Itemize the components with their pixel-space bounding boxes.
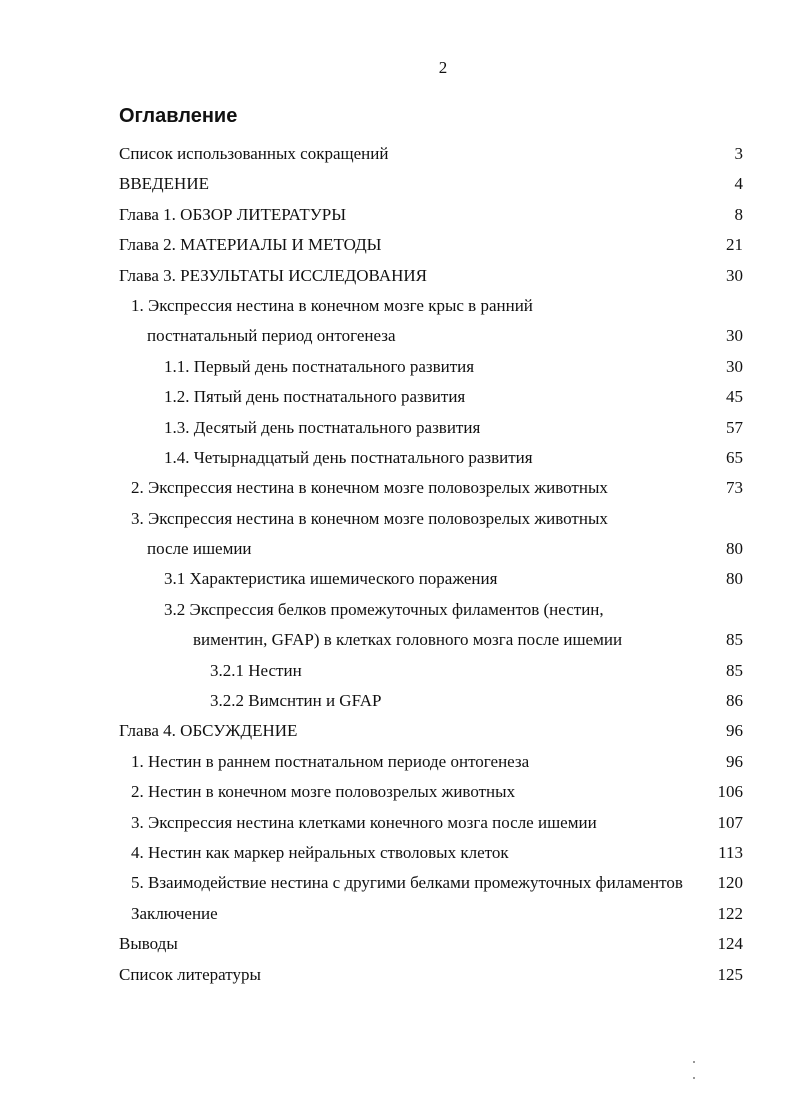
toc-entry-page: 86 <box>726 691 743 711</box>
toc-entry-text: 5. Взаимодействие нестина с другими белками промежуточных филаментов <box>131 873 683 893</box>
toc-entry-section-3-3 <box>0 504 794 534</box>
toc-entry-text: 1. Нестин в раннем постнатальном периоде онтогенеза <box>131 751 530 771</box>
toc-entry-subsection-3-2-continued <box>0 625 794 655</box>
toc-entry-introduction <box>0 169 794 199</box>
toc-entry-text: Выводы <box>119 934 178 954</box>
toc-entry-page: 45 <box>726 387 743 407</box>
page-number: 2 <box>438 58 448 77</box>
toc-entry-text: Список использованных сокращений <box>119 144 389 163</box>
toc-entry-text: 1.1. Первый день постнатального развития <box>164 356 475 376</box>
toc-entry-chapter-2 <box>0 230 794 260</box>
toc-entry-references <box>0 960 794 990</box>
toc-entry-text: 1.2. Пятый день постнатального развития <box>164 387 466 407</box>
toc-entry-subsection-3-1 <box>0 564 794 594</box>
toc-entry-text: 3.1 Характеристика ишемического поражения <box>164 569 498 589</box>
toc-entry-text: 1.3. Десятый день постнатального развития <box>164 417 481 437</box>
toc-entry-text: 4. Нестин как маркер нейральных стволовых клеток <box>131 842 509 862</box>
table-of-contents <box>0 139 794 990</box>
toc-entry-text: Список литературы <box>119 964 261 984</box>
scan-speck <box>693 1077 695 1079</box>
toc-entry-text: Глава 4. ОБСУЖДЕНИЕ <box>119 721 298 741</box>
toc-entry-page: 30 <box>726 265 743 285</box>
toc-entry-section-3-1 <box>0 291 794 321</box>
toc-entry-findings <box>0 929 794 959</box>
toc-entry-text: 3. Экспрессия нестина в конечном мозге половозрелых животных <box>131 508 608 528</box>
toc-entry-page: 122 <box>717 903 743 923</box>
toc-entry-page: 73 <box>726 478 743 498</box>
toc-entry-chapter-3 <box>0 261 794 291</box>
toc-entry-page: 125 <box>717 964 743 984</box>
toc-entry-page: 96 <box>726 751 743 771</box>
toc-entry-page: 124 <box>717 934 743 954</box>
toc-entry-page: 65 <box>726 447 743 467</box>
toc-entry-page: 113 <box>718 842 743 862</box>
toc-entry-page: 85 <box>726 630 743 650</box>
scan-speck <box>693 1061 695 1063</box>
toc-entry-section-3-2 <box>0 473 794 503</box>
toc-entry-text: Глава 2. МАТЕРИАЛЫ И МЕТОДЫ <box>119 235 382 255</box>
toc-entry-section-3-3-continued <box>0 534 794 564</box>
toc-entry-subsection-3-2 <box>0 595 794 625</box>
toc-entry-chapter-4 <box>0 716 794 746</box>
toc-entry-conclusion <box>0 899 794 929</box>
toc-entry-text: 2. Нестин в конечном мозге половозрелых животных <box>131 782 516 802</box>
toc-entry-page: 30 <box>726 326 743 346</box>
toc-entry-text: 3.2.2 Вимснтин и GFAP <box>210 691 382 711</box>
toc-entry-subsection-3-2-2 <box>0 686 794 716</box>
toc-entry-text: 3.2 Экспрессия белков промежуточных филаментов (нестин, <box>164 599 604 619</box>
toc-entry-section-4-1 <box>0 747 794 777</box>
toc-entry-text-continuation: после ишемии <box>147 539 252 559</box>
toc-entry-page: 57 <box>726 417 743 437</box>
toc-entry-subsection-1-3 <box>0 413 794 443</box>
toc-entry-text: 1. Экспрессия нестина в конечном мозге крыс в ранний <box>131 295 533 315</box>
toc-title: Оглавление <box>119 105 238 127</box>
toc-entry-page: 4 <box>734 174 743 194</box>
toc-entry-chapter-1 <box>0 200 794 230</box>
toc-entry-text: 3. Экспрессия нестина клетками конечного мозга после ишемии <box>131 812 597 832</box>
toc-entry-text: Глава 3. РЕЗУЛЬТАТЫ ИССЛЕДОВАНИЯ <box>119 265 427 285</box>
toc-entry-text-continuation: постнатальный период онтогенеза <box>147 326 396 346</box>
toc-entry-text: ВВЕДЕНИЕ <box>119 174 209 194</box>
toc-entry-page: 106 <box>717 782 743 802</box>
toc-entry-section-4-2 <box>0 777 794 807</box>
toc-entry-subsection-1-1 <box>0 352 794 382</box>
toc-entry-section-4-5 <box>0 868 794 898</box>
toc-entry-page: 8 <box>734 204 743 224</box>
toc-entry-text: 1.4. Четырнадцатый день постнатального развития <box>164 447 533 467</box>
toc-entry-page: 120 <box>717 873 743 893</box>
toc-entry-section-4-4 <box>0 838 794 868</box>
toc-entry-subsection-3-2-1 <box>0 656 794 686</box>
toc-entry-section-4-3 <box>0 808 794 838</box>
toc-entry-page: 21 <box>726 235 743 255</box>
toc-entry-section-3-1-continued <box>0 321 794 351</box>
toc-entry-page: 3 <box>734 144 743 163</box>
toc-entry-text: Глава 1. ОБЗОР ЛИТЕРАТУРЫ <box>119 204 347 224</box>
toc-entry-text: 3.2.1 Нестин <box>210 660 302 680</box>
toc-entry-text: 2. Экспрессия нестина в конечном мозге половозрелых животных <box>131 478 608 498</box>
toc-entry-page: 80 <box>726 569 743 589</box>
toc-entry-abbreviations <box>0 139 794 169</box>
toc-entry-page: 85 <box>726 660 743 680</box>
toc-entry-subsection-1-2 <box>0 382 794 412</box>
toc-entry-page: 107 <box>717 812 743 832</box>
toc-entry-page: 80 <box>726 539 743 559</box>
toc-entry-page: 30 <box>726 356 743 376</box>
toc-entry-page: 96 <box>726 721 743 741</box>
toc-entry-subsection-1-4 <box>0 443 794 473</box>
toc-entry-text: Заключение <box>131 903 218 923</box>
toc-entry-text-continuation: виментин, GFAP) в клетках головного мозга после ишемии <box>193 630 623 650</box>
